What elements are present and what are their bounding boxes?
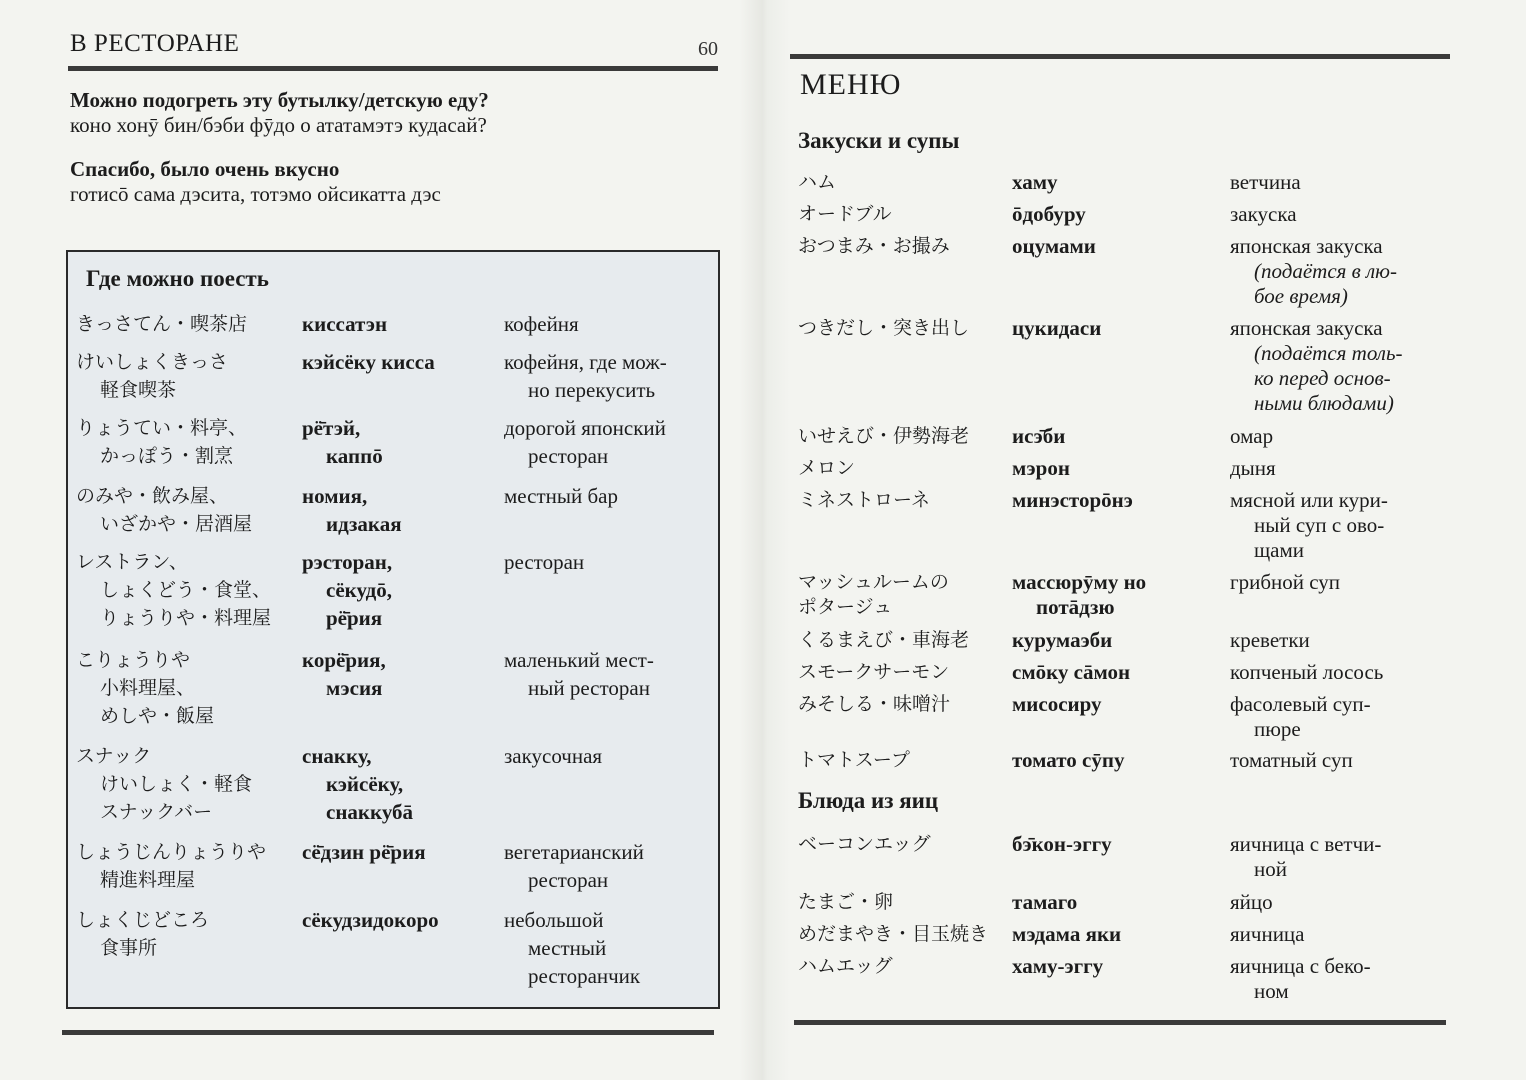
russian-translation-line: местный: [528, 936, 607, 960]
japanese-term-line: 精進料理屋: [100, 869, 196, 891]
japanese-dish-line: おつまみ・お撮み: [798, 235, 950, 257]
transcription-line: каппō: [326, 444, 383, 468]
dish-translation: [1230, 890, 1462, 915]
transcription-line: сёкудзидокоро: [302, 908, 439, 932]
russian-translation-line: ресторан: [528, 868, 609, 892]
japanese-term: [76, 548, 302, 632]
japanese-dish: [798, 628, 1010, 653]
japanese-dish: [798, 954, 1010, 979]
menu-section-title: Закуски и супы: [798, 128, 960, 153]
dish-translation: [1230, 922, 1462, 947]
dish-transcription: [1012, 954, 1228, 979]
japanese-term: [76, 838, 302, 894]
dish-translation-line: (подаётся в лю-: [1254, 259, 1397, 283]
japanese-dish-line: スモークサーモン: [798, 661, 950, 683]
dish-translation-line: (подаётся толь-: [1254, 341, 1403, 365]
japanese-term-line: スナック: [76, 745, 152, 767]
dish-transcription: [1012, 922, 1228, 947]
dish-translation-line: копченый лосось: [1230, 660, 1384, 684]
russian-translation-line: вегетарианский: [504, 840, 644, 864]
transcription-line: снаккубā: [326, 800, 414, 824]
japanese-dish: [798, 748, 1010, 773]
russian-translation-line: кофейня: [504, 312, 579, 336]
russian-translation-line: ресторан: [528, 444, 609, 468]
japanese-term-line: かっぽう・割烹: [100, 445, 234, 467]
japanese-term: [76, 348, 302, 404]
dish-translation: [1230, 456, 1462, 481]
japanese-dish: [798, 170, 1010, 195]
japanese-dish-line: たまご・卵: [798, 891, 894, 913]
transcription: [302, 548, 498, 632]
japanese-dish: [798, 660, 1010, 685]
left-page: [0, 0, 750, 1080]
page-number: 60: [698, 38, 718, 60]
russian-translation-line: ный ресторан: [528, 676, 650, 700]
dish-transcription-line: исэ̄би: [1012, 424, 1066, 448]
russian-translation-line: дорогой японский: [504, 416, 666, 440]
dish-translation-line: креветки: [1230, 628, 1310, 652]
dish-translation: [1230, 234, 1462, 309]
japanese-term-line: りょうてい・料亭、: [76, 417, 248, 439]
transcription-line: кэйсёку,: [326, 772, 404, 796]
phrase-1: [70, 88, 710, 138]
dish-translation-line: японская закуска: [1230, 234, 1383, 258]
dish-transcription-line: томато сӯпу: [1012, 748, 1125, 772]
russian-translation-line: но перекусить: [528, 378, 656, 402]
dish-transcription: [1012, 890, 1228, 915]
japanese-dish: [798, 316, 1010, 341]
header-rule: [68, 66, 718, 71]
dish-translation-line: яичница с ветчи-: [1230, 832, 1382, 856]
russian-translation: [504, 838, 718, 894]
russian-translation: [504, 646, 718, 702]
dish-transcription-line: цукидаси: [1012, 316, 1102, 340]
japanese-dish-line: いせえび・伊勢海老: [798, 425, 970, 447]
russian-translation-line: ресторан: [504, 550, 585, 574]
dish-translation-line: бое время): [1254, 284, 1348, 308]
japanese-term: [76, 742, 302, 826]
dish-transcription: [1012, 628, 1228, 653]
russian-translation: [504, 348, 718, 404]
dish-transcription-line: хаму-эггу: [1012, 954, 1104, 978]
dish-transcription: [1012, 832, 1228, 857]
japanese-dish-line: ハムエッグ: [798, 955, 893, 977]
dish-translation: [1230, 628, 1462, 653]
menu-section-title: Блюда из яиц: [798, 788, 939, 813]
footer-rule: [62, 1030, 714, 1035]
dish-translation: [1230, 170, 1462, 195]
dish-transcription-line: курумаэби: [1012, 628, 1113, 652]
japanese-dish-line: マッシュルームの: [798, 571, 949, 593]
japanese-dish-line: みそしる・味噌汁: [798, 693, 951, 715]
transcription: [302, 310, 498, 338]
japanese-term-line: しょくじどころ: [76, 909, 210, 931]
japanese-dish-line: めだまやき・目玉焼き: [798, 923, 989, 945]
russian-translation: [504, 482, 718, 510]
japanese-term-line: こりょうりや: [76, 649, 191, 671]
where-to-eat-box: [66, 250, 720, 1009]
japanese-term: [76, 906, 302, 962]
japanese-term: [76, 310, 302, 338]
dish-translation-line: омар: [1230, 424, 1274, 448]
dish-transcription-line: потāдзю: [1036, 595, 1115, 619]
dish-translation-line: ном: [1254, 979, 1289, 1003]
dish-transcription-line: хаму: [1012, 170, 1058, 194]
dish-translation: [1230, 660, 1462, 685]
dish-translation-line: ветчина: [1230, 170, 1301, 194]
japanese-dish-line: ミネストローネ: [798, 489, 931, 511]
transcription-line: сё̄дзин рё̄рия: [302, 840, 426, 864]
transcription-line: корё̄рия,: [302, 648, 386, 672]
dish-translation-line: дыня: [1230, 456, 1276, 480]
dish-translation-line: ный суп с ово-: [1254, 513, 1385, 537]
japanese-dish-line: オードブル: [798, 203, 892, 225]
japanese-dish-line: トマトスープ: [798, 749, 910, 771]
dish-translation: [1230, 954, 1462, 1004]
japanese-dish: [798, 424, 1010, 449]
japanese-dish: [798, 488, 1010, 513]
dish-transcription-line: мэдама яки: [1012, 922, 1122, 946]
japanese-term-line: けいしょく・軽食: [100, 773, 253, 795]
dish-transcription-line: бэ̄кон-эггу: [1012, 832, 1112, 856]
dish-transcription-line: мисосиру: [1012, 692, 1102, 716]
dish-transcription-line: смōку сāмон: [1012, 660, 1131, 684]
japanese-term-line: しょくどう・食堂、: [100, 579, 272, 601]
transcription: [302, 348, 498, 376]
dish-translation-line: яичница с беко-: [1230, 954, 1371, 978]
transcription-line: снакку,: [302, 744, 372, 768]
transcription-line: рэсторан,: [302, 550, 393, 574]
dish-translation: [1230, 424, 1462, 449]
transcription: [302, 414, 498, 470]
russian-translation: [504, 414, 718, 470]
transcription-line: рё̄рия: [326, 606, 383, 630]
japanese-dish: [798, 692, 1010, 717]
phrase-2-russian: Спасибо, было очень вкусно: [70, 157, 340, 181]
japanese-dish: [798, 570, 1010, 620]
japanese-term-line: 軽食喫茶: [100, 379, 177, 401]
dish-transcription: [1012, 424, 1228, 449]
japanese-dish-line: ハム: [798, 171, 837, 193]
transcription-line: мэсия: [326, 676, 383, 700]
russian-translation: [504, 548, 718, 576]
japanese-term: [76, 414, 302, 470]
japanese-dish: [798, 832, 1010, 857]
dish-transcription: [1012, 202, 1228, 227]
dish-transcription-line: тамаго: [1012, 890, 1078, 914]
japanese-dish: [798, 202, 1010, 227]
transcription-line: киссатэн: [302, 312, 388, 336]
russian-translation: [504, 742, 718, 770]
russian-translation-line: местный бар: [504, 484, 618, 508]
dish-transcription-line: минэсторōнэ: [1012, 488, 1133, 512]
russian-translation-line: закусочная: [504, 744, 603, 768]
japanese-term-line: りょうりや・料理屋: [100, 607, 272, 629]
right-page: [770, 0, 1526, 1080]
transcription-line: идзакая: [326, 512, 402, 536]
dish-transcription: [1012, 456, 1228, 481]
japanese-term: [76, 482, 302, 538]
dish-translation: [1230, 570, 1462, 595]
dish-transcription-line: массюрӯму но: [1012, 570, 1147, 594]
dish-transcription: [1012, 316, 1228, 341]
dish-transcription: [1012, 692, 1228, 717]
japanese-dish: [798, 456, 1010, 481]
page-header-title: В РЕСТОРАНЕ: [70, 30, 240, 57]
dish-transcription: [1012, 748, 1228, 773]
dish-translation-line: мясной или кури-: [1230, 488, 1388, 512]
russian-translation: [504, 310, 718, 338]
dish-translation-line: ко перед основ-: [1254, 366, 1391, 390]
dish-translation-line: фасолевый суп-: [1230, 692, 1371, 716]
dish-translation-line: ной: [1254, 857, 1287, 881]
dish-translation: [1230, 748, 1462, 773]
japanese-term-line: のみや・飲み屋、: [76, 485, 229, 507]
phrase-1-transcription: коно хонӯ бин/бэби фӯдо о ататамэтэ кудасай?: [70, 113, 487, 137]
russian-translation-line: маленький мест-: [504, 648, 654, 672]
japanese-term-line: 食事所: [100, 937, 158, 959]
footer-rule-right: [794, 1020, 1446, 1025]
dish-transcription: [1012, 170, 1228, 195]
dish-translation: [1230, 832, 1462, 882]
transcription-line: номия,: [302, 484, 368, 508]
dish-translation: [1230, 202, 1462, 227]
russian-translation-line: небольшой: [504, 908, 604, 932]
russian-translation-line: ресторанчик: [528, 964, 641, 988]
dish-translation-line: закуска: [1230, 202, 1297, 226]
dish-translation-line: ными блюдами): [1254, 391, 1394, 415]
japanese-term-line: スナックバー: [100, 801, 213, 823]
dish-transcription: [1012, 488, 1228, 513]
japanese-dish-line: ベーコンエッグ: [798, 833, 931, 855]
russian-translation: [504, 906, 718, 990]
japanese-term-line: いざかや・居酒屋: [100, 513, 253, 535]
menu-title: МЕНЮ: [800, 68, 902, 101]
dish-transcription-line: оцумами: [1012, 234, 1096, 258]
dish-translation: [1230, 488, 1462, 563]
japanese-term-line: めしや・飯屋: [100, 705, 215, 727]
dish-translation-line: щами: [1254, 538, 1305, 562]
japanese-dish: [798, 234, 1010, 259]
japanese-term-line: しょうじんりょうりや: [76, 841, 267, 863]
transcription: [302, 482, 498, 538]
japanese-term-line: けいしょくきっさ: [76, 351, 229, 373]
japanese-dish: [798, 922, 1010, 947]
transcription: [302, 742, 498, 826]
japanese-dish-line: ポタージュ: [798, 596, 893, 618]
header-rule-right: [790, 54, 1450, 59]
japanese-dish: [798, 890, 1010, 915]
japanese-dish-line: つきだし・突き出し: [798, 317, 970, 339]
dish-translation-line: пюре: [1254, 717, 1301, 741]
dish-translation-line: японская закуска: [1230, 316, 1383, 340]
dish-translation: [1230, 316, 1462, 416]
phrase-2: [70, 157, 710, 207]
dish-translation: [1230, 692, 1462, 742]
transcription-line: сёкудō,: [326, 578, 392, 602]
transcription: [302, 646, 498, 702]
phrase-1-russian: Можно подогреть эту бутылку/детскую еду?: [70, 88, 489, 112]
japanese-dish-line: くるまえび・車海老: [798, 629, 970, 651]
transcription: [302, 906, 498, 934]
transcription-line: рё̄тэй,: [302, 416, 361, 440]
japanese-term-line: 小料理屋、: [100, 677, 196, 699]
dish-translation-line: грибной суп: [1230, 570, 1341, 594]
japanese-term: [76, 646, 302, 730]
dish-transcription: [1012, 570, 1228, 620]
russian-translation-line: кофейня, где мож-: [504, 350, 667, 374]
dish-transcription: [1012, 234, 1228, 259]
japanese-term-line: レストラン、: [76, 551, 188, 573]
japanese-term-line: きっさてん・喫茶店: [76, 313, 248, 335]
dish-translation-line: томатный суп: [1230, 748, 1353, 772]
dish-translation-line: яйцо: [1230, 890, 1273, 914]
japanese-dish-line: メロン: [798, 457, 856, 479]
dish-transcription: [1012, 660, 1228, 685]
transcription-line: кэйсёку кисса: [302, 350, 435, 374]
dish-translation-line: яичница: [1230, 922, 1305, 946]
phrase-2-transcription: готисō сама дэсита, тотэмо ойсикатта дэс: [70, 182, 441, 206]
dish-transcription-line: ōдобуру: [1012, 202, 1086, 226]
box-title: Где можно поесть: [86, 266, 269, 291]
dish-transcription-line: мэрон: [1012, 456, 1070, 480]
transcription: [302, 838, 498, 866]
